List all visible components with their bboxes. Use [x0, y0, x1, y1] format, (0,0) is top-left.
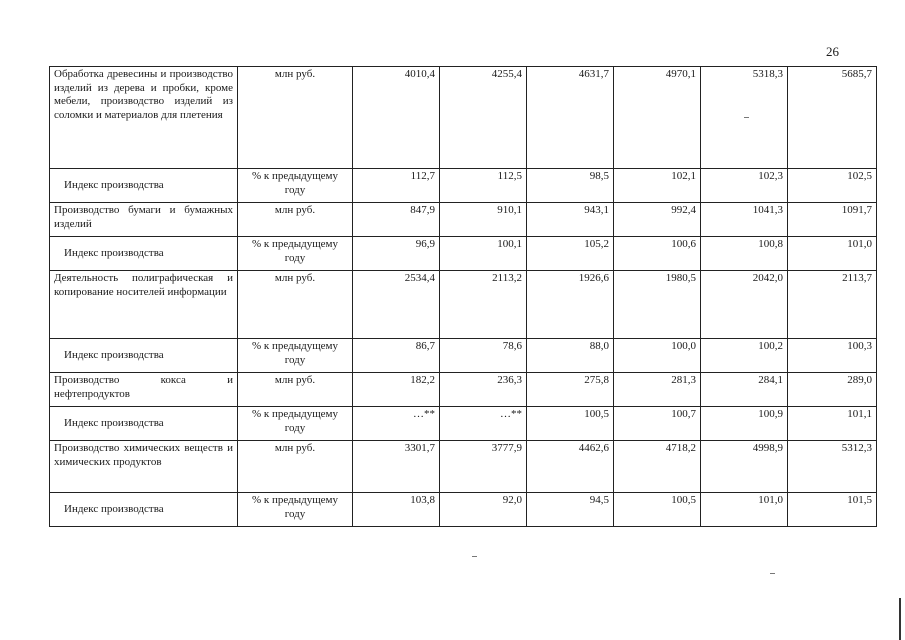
value-cell: 100,1: [440, 237, 527, 271]
production-table: [49, 66, 877, 527]
value-cell: …**: [440, 407, 527, 441]
table-row: [50, 373, 877, 407]
value-cell: 847,9: [353, 203, 440, 237]
value-cell: 3777,9: [440, 441, 527, 493]
value-cell: 112,7: [353, 169, 440, 203]
value-cell: 88,0: [527, 339, 614, 373]
value-cell: 105,2: [527, 237, 614, 271]
value-cell: 1041,3: [701, 203, 788, 237]
value-cell: 96,9: [353, 237, 440, 271]
value-cell: 1980,5: [614, 271, 701, 339]
value-cell: 2113,7: [788, 271, 877, 339]
value-cell: 2042,0: [701, 271, 788, 339]
value-cell: 100,7: [614, 407, 701, 441]
value-cell: 4462,6: [527, 441, 614, 493]
value-cell: 100,6: [614, 237, 701, 271]
row-unit: млн руб.: [238, 373, 353, 407]
row-unit: млн руб.: [238, 203, 353, 237]
scan-speck: [744, 117, 749, 118]
value-cell: 100,2: [701, 339, 788, 373]
table-row: [50, 493, 877, 527]
value-cell: 4010,4: [353, 67, 440, 169]
value-cell: 2113,2: [440, 271, 527, 339]
value-cell: 1926,6: [527, 271, 614, 339]
value-cell: 112,5: [440, 169, 527, 203]
value-cell: 98,5: [527, 169, 614, 203]
scan-speck: [472, 556, 477, 557]
table-row: [50, 441, 877, 493]
row-name: Индекс производства: [50, 169, 238, 203]
value-cell: 100,8: [701, 237, 788, 271]
value-cell: 103,8: [353, 493, 440, 527]
row-unit: млн руб.: [238, 271, 353, 339]
value-cell: 289,0: [788, 373, 877, 407]
value-cell: 100,5: [614, 493, 701, 527]
value-cell: 101,5: [788, 493, 877, 527]
value-cell: 100,3: [788, 339, 877, 373]
row-unit: млн руб.: [238, 67, 353, 169]
value-cell: 1091,7: [788, 203, 877, 237]
value-cell: 94,5: [527, 493, 614, 527]
value-cell: 5312,3: [788, 441, 877, 493]
row-name: Индекс производства: [50, 339, 238, 373]
value-cell: 284,1: [701, 373, 788, 407]
row-name: Производство кокса и нефтепродуктов: [50, 373, 238, 407]
value-cell: 910,1: [440, 203, 527, 237]
value-cell: 275,8: [527, 373, 614, 407]
table-row: [50, 339, 877, 373]
value-cell: 92,0: [440, 493, 527, 527]
table-body: [50, 67, 877, 527]
value-cell: 78,6: [440, 339, 527, 373]
row-name: Индекс производства: [50, 493, 238, 527]
row-unit: % к предыдущему году: [238, 493, 353, 527]
row-name: Обработка древесины и производство изделий из дерева и пробки, кроме мебели, производство изделий из соломки и материалов для плетения: [50, 67, 238, 169]
value-cell: 101,0: [788, 237, 877, 271]
value-cell: 4998,9: [701, 441, 788, 493]
row-name: Деятельность полиграфическая и копирование носителей информации: [50, 271, 238, 339]
row-unit: % к предыдущему году: [238, 237, 353, 271]
value-cell: …**: [353, 407, 440, 441]
table-row: [50, 237, 877, 271]
row-unit: % к предыдущему году: [238, 169, 353, 203]
row-unit: млн руб.: [238, 441, 353, 493]
value-cell: 101,0: [701, 493, 788, 527]
row-unit: % к предыдущему году: [238, 339, 353, 373]
value-cell: 943,1: [527, 203, 614, 237]
value-cell: 4718,2: [614, 441, 701, 493]
value-cell: 86,7: [353, 339, 440, 373]
row-unit: % к предыдущему году: [238, 407, 353, 441]
table-row: [50, 271, 877, 339]
scan-speck: [770, 573, 775, 574]
value-cell: 4970,1: [614, 67, 701, 169]
value-cell: 102,3: [701, 169, 788, 203]
page-number: 26: [826, 44, 839, 59]
value-cell: 100,0: [614, 339, 701, 373]
row-name: Производство химических веществ и химических продуктов: [50, 441, 238, 493]
value-cell: 3301,7: [353, 441, 440, 493]
value-cell: 102,5: [788, 169, 877, 203]
value-cell: 281,3: [614, 373, 701, 407]
scan-edge-mark: [899, 598, 901, 640]
table-row: [50, 407, 877, 441]
value-cell: 236,3: [440, 373, 527, 407]
value-cell: 100,5: [527, 407, 614, 441]
row-name: Индекс производства: [50, 237, 238, 271]
value-cell: 4631,7: [527, 67, 614, 169]
value-cell: 100,9: [701, 407, 788, 441]
value-cell: 2534,4: [353, 271, 440, 339]
table-row: [50, 169, 877, 203]
row-name: Индекс производства: [50, 407, 238, 441]
value-cell: 102,1: [614, 169, 701, 203]
value-cell: 5685,7: [788, 67, 877, 169]
table-row: [50, 203, 877, 237]
value-cell: 182,2: [353, 373, 440, 407]
value-cell: 101,1: [788, 407, 877, 441]
value-cell: 992,4: [614, 203, 701, 237]
value-cell: 5318,3: [701, 67, 788, 169]
table-row: [50, 67, 877, 169]
value-cell: 4255,4: [440, 67, 527, 169]
row-name: Производство бумаги и бумажных изделий: [50, 203, 238, 237]
